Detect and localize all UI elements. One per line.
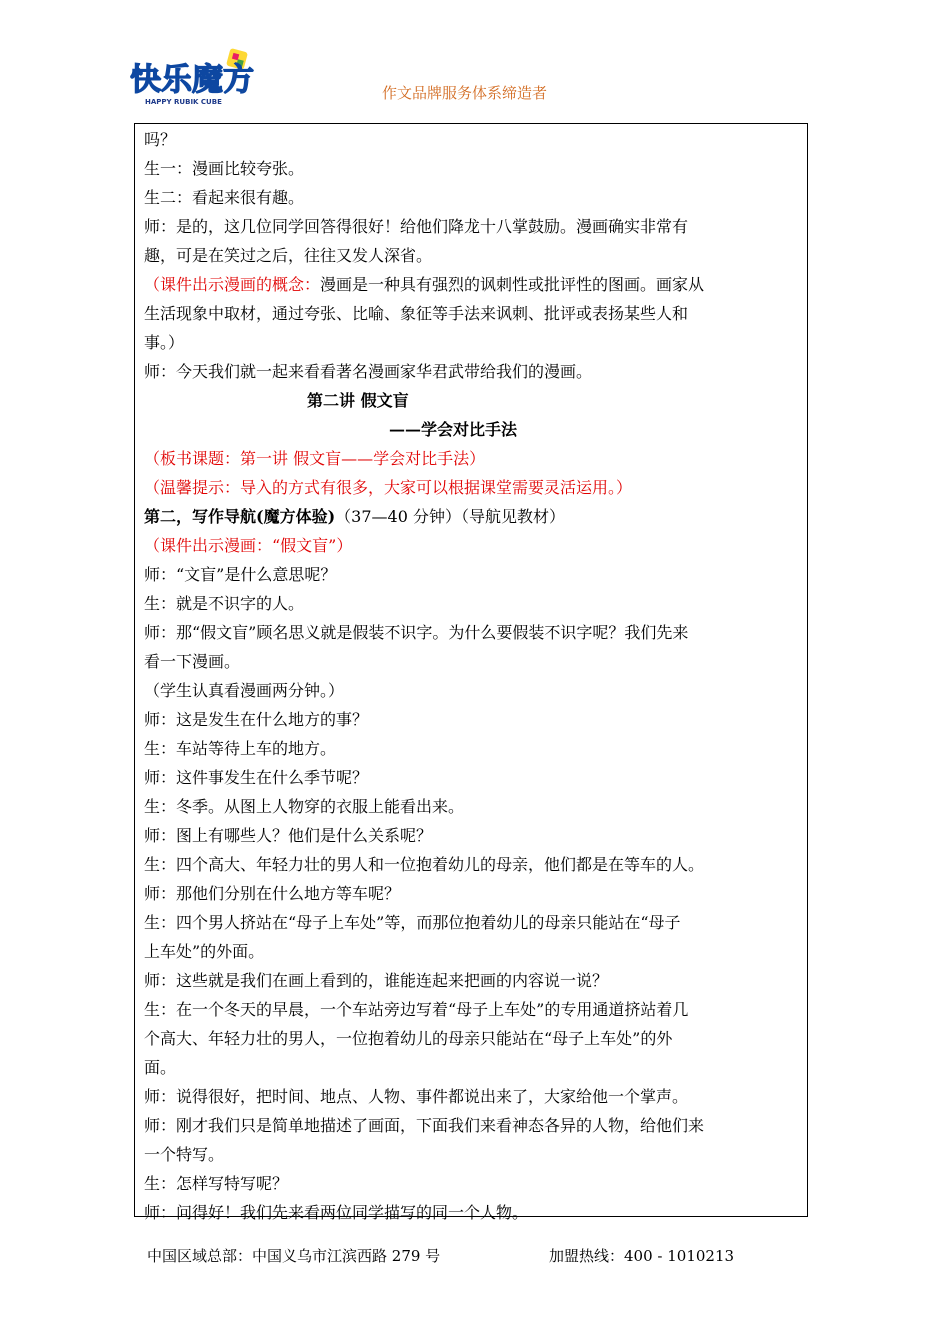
- text-line: 生：四个男人挤站在“母子上车处”等，而那位抱着幼儿的母亲只能站在“母子: [144, 913, 681, 932]
- text-line: 师：那他们分别在什么地方等车呢？: [144, 884, 401, 903]
- lesson-subtitle: ——学会对比手法: [389, 420, 518, 439]
- brand-logo: [128, 46, 263, 110]
- lesson-content-box: [134, 123, 808, 1222]
- section-heading-bold: 第二，写作导航(魔方体验): [144, 507, 336, 526]
- text-line: 师：刚才我们只是简单地描述了画面，下面我们来看神态各异的人物，给他们来: [144, 1116, 705, 1135]
- text-line: 一个特写。: [144, 1145, 225, 1164]
- footer-address: 中国区域总部：中国义乌市江滨西路 279 号: [147, 1247, 441, 1265]
- text-line: 师：是的，这几位同学回答得很好！给他们降龙十八掌鼓励。漫画确实非常有: [144, 217, 689, 236]
- text-line: 师：图上有哪些人？他们是什么关系呢？: [144, 826, 433, 845]
- text-line: （学生认真看漫画两分钟。）: [144, 681, 345, 700]
- logo-subtext: HAPPY RUBIK CUBE: [145, 98, 222, 106]
- text-line: 生：四个高大、年轻力壮的男人和一位抱着幼儿的母亲，他们都是在等车的人。: [144, 855, 705, 874]
- lesson-title: 第二讲 假文盲: [307, 391, 409, 410]
- footer-hotline: 加盟热线：400 - 1010213: [549, 1247, 735, 1265]
- text-line: 生：车站等待上车的地方。: [144, 739, 337, 758]
- text-line: 看一下漫画。: [144, 652, 241, 671]
- text-line: 吗？: [144, 130, 177, 149]
- tip-note: （温馨提示：导入的方式有很多，大家可以根据课堂需要灵活运用。）: [144, 478, 633, 497]
- concept-line: [144, 270, 799, 299]
- section-heading: [144, 502, 799, 531]
- concept-text: 漫画是一种具有强烈的讽刺性或批评性的图画。画家从: [320, 275, 705, 294]
- text-line: 面。: [144, 1058, 177, 1077]
- text-line: 个高大、年轻力壮的男人，一位抱着幼儿的母亲只能站在“母子上车处”的外: [144, 1029, 673, 1048]
- text-line: 生：在一个冬天的早晨，一个车站旁边写着“母子上车处”的专用通道挤站着几: [144, 1000, 689, 1019]
- logo-text: 快乐魔方: [130, 62, 254, 98]
- text-line: 事。）: [144, 333, 185, 352]
- text-line: 生：就是不识字的人。: [144, 594, 305, 613]
- text-line: 师：“文盲”是什么意思呢？: [144, 565, 337, 584]
- text-line: 师：这是发生在什么地方的事？: [144, 710, 369, 729]
- courseware-note: （课件出示漫画：“假文盲”）: [144, 536, 353, 555]
- text-line: 师：问得好！我们先来看两位同学描写的同一个人物。: [144, 1203, 529, 1222]
- board-title-note: （板书课题：第一讲 假文盲——学会对比手法）: [144, 449, 486, 468]
- concept-label: （课件出示漫画的概念：: [144, 275, 321, 294]
- logo-graphic: [128, 46, 263, 110]
- text-line: 师：这些就是我们在画上看到的，谁能连起来把画的内容说一说？: [144, 971, 609, 990]
- text-line: 生：冬季。从图上人物穿的衣服上能看出来。: [144, 797, 465, 816]
- header-tagline: 作文品牌服务体系缔造者: [382, 84, 548, 102]
- text-line: 生活现象中取材，通过夸张、比喻、象征等手法来讽刺、批评或表扬某些人和: [144, 304, 689, 323]
- text-line: 师：这件事发生在什么季节呢？: [144, 768, 369, 787]
- text-line: 师：今天我们就一起来看看著名漫画家华君武带给我们的漫画。: [144, 362, 593, 381]
- text-line: 生二：看起来很有趣。: [144, 188, 305, 207]
- text-line: 趣，可是在笑过之后，往往又发人深省。: [144, 246, 433, 265]
- section-heading-detail: （37—40 分钟）（导航见教材）: [335, 507, 565, 526]
- text-line: 师：说得很好，把时间、地点、人物、事件都说出来了，大家给他一个掌声。: [144, 1087, 689, 1106]
- text-line: 生一：漫画比较夸张。: [144, 159, 305, 178]
- text-line: 上车处”的外面。: [144, 942, 265, 961]
- text-line: 师：那“假文盲”顾名思义就是假装不识字。为什么要假装不识字呢？我们先来: [144, 623, 689, 642]
- text-line: 生：怎样写特写呢？: [144, 1174, 289, 1193]
